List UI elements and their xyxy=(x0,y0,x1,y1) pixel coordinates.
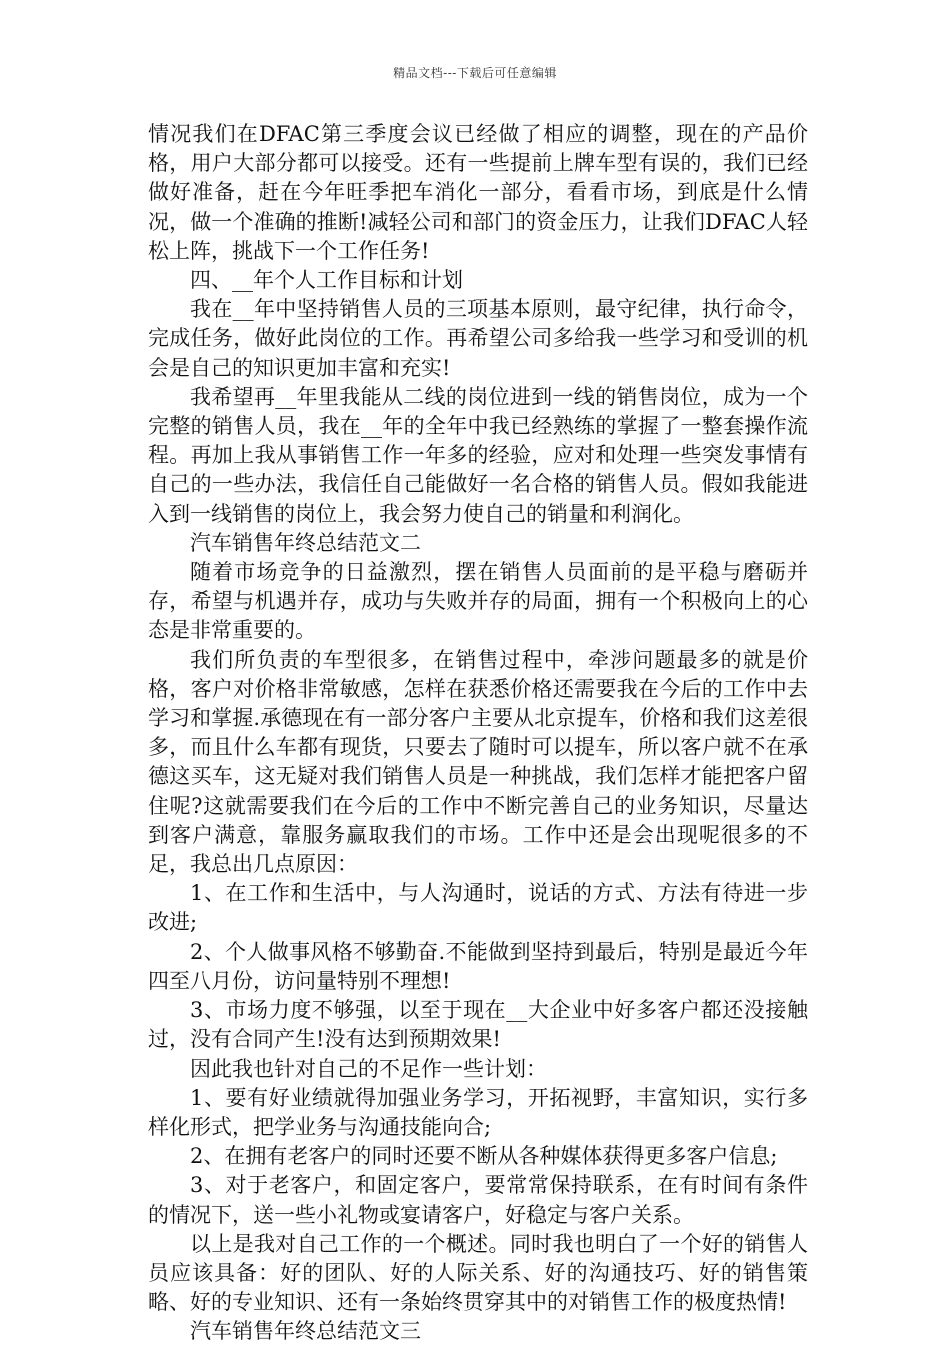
section-heading: 汽车销售年终总结范文三 xyxy=(190,1319,421,1344)
paragraph: 随着市场竞争的日益激烈，摆在销售人员面前的是平稳与磨砺并存，希望与机遇并存，成功与失败并存的局面，拥有一个积极向上的心态是非常重要的。 xyxy=(148,560,808,643)
list-item: 1、要有好业绩就得加强业务学习，开拓视野，丰富知识，实行多样化形式，把学业务与沟通技能向合; xyxy=(148,1085,808,1139)
paragraph: 以上是我对自己工作的一个概述。同时我也明白了一个好的销售人员应该具备：好的团队、好的人际关系、好的沟通技巧、好的销售策略、好的专业知识、还有一条始终贯穿其中的对销售工作的极度热情! xyxy=(148,1231,808,1315)
paragraph: 情况我们在DFAC第三季度会议已经做了相应的调整，现在的产品价格，用户大部分都可以接受。还有一些提前上牌车型有误的，我们已经做好准备，赶在今年旺季把车消化一部分，看看市场，到底是什么情况，做一个准确的推断!减轻公司和部门的资金压力，让我们DFAC人轻松上阵，挑战下一个工作任务! xyxy=(148,122,808,263)
list-item: 3、对于老客户，和固定客户，要常常保持联系，在有时间有条件的情况下，送一些小礼物或宴请客户，好稳定与客户关系。 xyxy=(148,1173,808,1227)
paragraph: 我们所负责的车型很多，在销售过程中，牵涉问题最多的就是价格，客户对价格非常敏感，怎样在获悉价格还需要我在今后的工作中去学习和掌握.承德现在有一部分客户主要从北京提车，价格和我们这差很多，而且什么车都有现货，只要去了随时可以提车，所以客户就不在承德这买车，这无疑对我们销售人员是一种挑战，我们怎样才能把客户留住呢?这就需要我们在今后的工作中不断完善自己的业务知识，尽量达到客户满意，靠服务赢取我们的市场。工作中还是会出现呢很多的不足，我总出几点原因： xyxy=(148,647,808,877)
paragraph: 我在__年中坚持销售人员的三项基本原则，最守纪律，执行命令，完成任务，做好此岗位的工作。再希望公司多给我一些学习和受训的机会是自己的知识更加丰富和充实! xyxy=(148,297,808,380)
list-item: 2、个人做事风格不够勤奋.不能做到坚持到最后，特别是最近今年四至八月份，访问量特别不理想! xyxy=(148,939,808,993)
list-item: 1、在工作和生活中，与人沟通时，说话的方式、方法有待进一步改进; xyxy=(148,881,808,935)
document-body xyxy=(148,120,808,1347)
list-item: 3、市场力度不够强，以至于现在__大企业中好多客户都还没接触过，没有合同产生!没有达到预期效果! xyxy=(148,998,808,1052)
section-heading: 四、__年个人工作目标和计划 xyxy=(190,268,463,293)
page-header: 精品文档---下载后可任意编辑 xyxy=(393,66,557,80)
paragraph: 因此我也针对自己的不足作一些计划： xyxy=(190,1056,547,1081)
list-item: 2、在拥有老客户的同时还要不断从各种媒体获得更多客户信息; xyxy=(190,1144,778,1169)
section-heading: 汽车销售年终总结范文二 xyxy=(190,530,421,555)
paragraph: 我希望再__年里我能从二线的岗位进到一线的销售岗位，成为一个完整的销售人员，我在__年的全年中我已经熟练的掌握了一整套操作流程。再加上我从事销售工作一年多的经验，应对和处理一些突发事情有自己的一些办法，我信任自己能做好一名合格的销售人员。假如我能进入到一线销售的岗位上，我会努力使自己的销量和利润化。 xyxy=(148,384,808,526)
